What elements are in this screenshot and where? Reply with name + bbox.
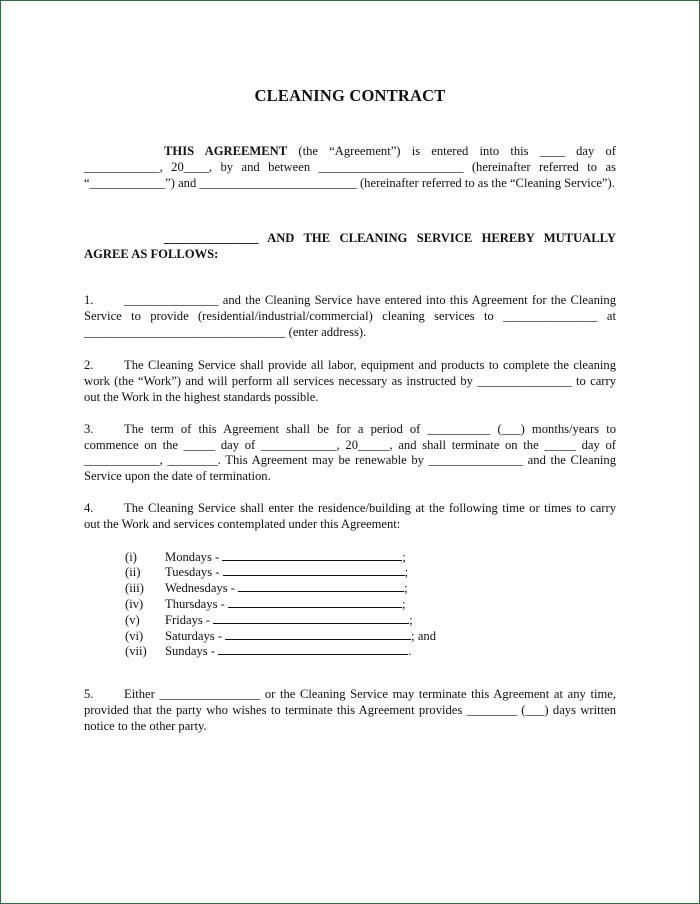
schedule-blank-line xyxy=(223,564,405,576)
clause-text: The Cleaning Service shall enter the residence/building at the following time or times to carry out the Work and services contemplated under this Agreement: xyxy=(84,500,616,531)
schedule-numeral: (iv) xyxy=(125,596,144,611)
schedule-blank-line xyxy=(222,549,402,561)
schedule-blank-line xyxy=(218,643,408,655)
schedule-blank-line xyxy=(213,612,409,624)
clause-text: The Cleaning Service shall provide all labor, equipment and products to complete the cleaning work (the “Work”) and will perform all services necessary as instructed by _______________ to carry out the Work in the highest standards possible. xyxy=(84,358,616,404)
clause-text: The term of this Agreement shall be for a period of __________ (___) months/years to commence on the _____ day of ____________, 20_____, and shall terminate on the _____ day of ____________, ________. This Agreement may be renewable by _______________ and the Cleaning Service upon the date of termination. xyxy=(84,421,616,484)
schedule-day: Wednesdays - xyxy=(165,581,239,596)
schedule-end: ; and xyxy=(411,628,437,643)
cleaning-schedule xyxy=(125,549,616,660)
schedule-day: Tuesdays - xyxy=(165,565,223,580)
schedule-numeral: (iii) xyxy=(125,581,144,596)
schedule-day: Thursdays - xyxy=(165,596,228,611)
schedule-numeral: (i) xyxy=(125,549,137,564)
clause-number: 2. xyxy=(84,358,94,373)
clause-2 xyxy=(84,358,616,405)
schedule-row-thursday xyxy=(125,596,616,612)
schedule-numeral: (ii) xyxy=(125,565,141,580)
intro-lead: THIS AGREEMENT xyxy=(164,144,288,158)
schedule-day: Mondays - xyxy=(165,549,223,564)
schedule-numeral: (vii) xyxy=(125,644,147,659)
schedule-numeral: (vi) xyxy=(125,628,144,643)
schedule-row-friday xyxy=(125,612,616,628)
schedule-row-saturday xyxy=(125,628,616,644)
clause-number: 1. xyxy=(84,292,94,307)
schedule-day: Saturdays - xyxy=(165,628,226,643)
clause-text: _______________ and the Cleaning Service have entered into this Agreement for the Cleaning Service to provide (residential/industrial/commercial) cleaning services to _______________ at ________________________________ (enter address). xyxy=(84,292,616,339)
clause-4 xyxy=(84,501,616,533)
clause-text: Either ________________ or the Cleaning Service may terminate this Agreement at any time, provided that the party who wishes to terminate this Agreement provides ________ (___) days written notice to the other party. xyxy=(84,687,616,733)
clause-5 xyxy=(84,687,616,734)
clause-number: 4. xyxy=(84,500,94,515)
document-title: CLEANING CONTRACT xyxy=(254,86,446,105)
intro-paragraph xyxy=(84,144,616,191)
schedule-row-sunday xyxy=(125,643,616,659)
schedule-end: ; xyxy=(401,596,406,611)
mutual-agreement-heading: _______________ AND THE CLEANING SERVICE HEREBY MUTUALLY AGREE AS FOLLOWS: xyxy=(84,231,616,262)
schedule-end: ; xyxy=(404,581,408,596)
clause-number: 5. xyxy=(84,687,94,702)
schedule-end: ; xyxy=(402,549,406,564)
schedule-end: ; xyxy=(404,565,409,580)
schedule-numeral: (v) xyxy=(125,612,140,627)
intro-text: (the “Agreement”) is entered into this ____ day of ____________, 20____, by and between _______________________ (hereinafter referred to as “____________”) and _________________________ (hereinafter referred to as the “Cleaning Service”). xyxy=(84,144,617,190)
clause-3 xyxy=(84,422,616,485)
schedule-blank-line xyxy=(228,596,402,608)
contract-page xyxy=(84,82,616,735)
schedule-blank-line xyxy=(238,580,404,592)
schedule-end: ; xyxy=(409,612,413,627)
schedule-row-monday xyxy=(125,549,616,565)
clause-1 xyxy=(84,293,616,340)
schedule-row-tuesday xyxy=(125,564,616,580)
schedule-day: Sundays - xyxy=(165,644,219,659)
schedule-day: Fridays - xyxy=(165,612,214,627)
schedule-blank-line xyxy=(225,628,411,640)
schedule-end: . xyxy=(408,644,412,659)
schedule-row-wednesday xyxy=(125,580,616,596)
clause-number: 3. xyxy=(84,421,94,436)
